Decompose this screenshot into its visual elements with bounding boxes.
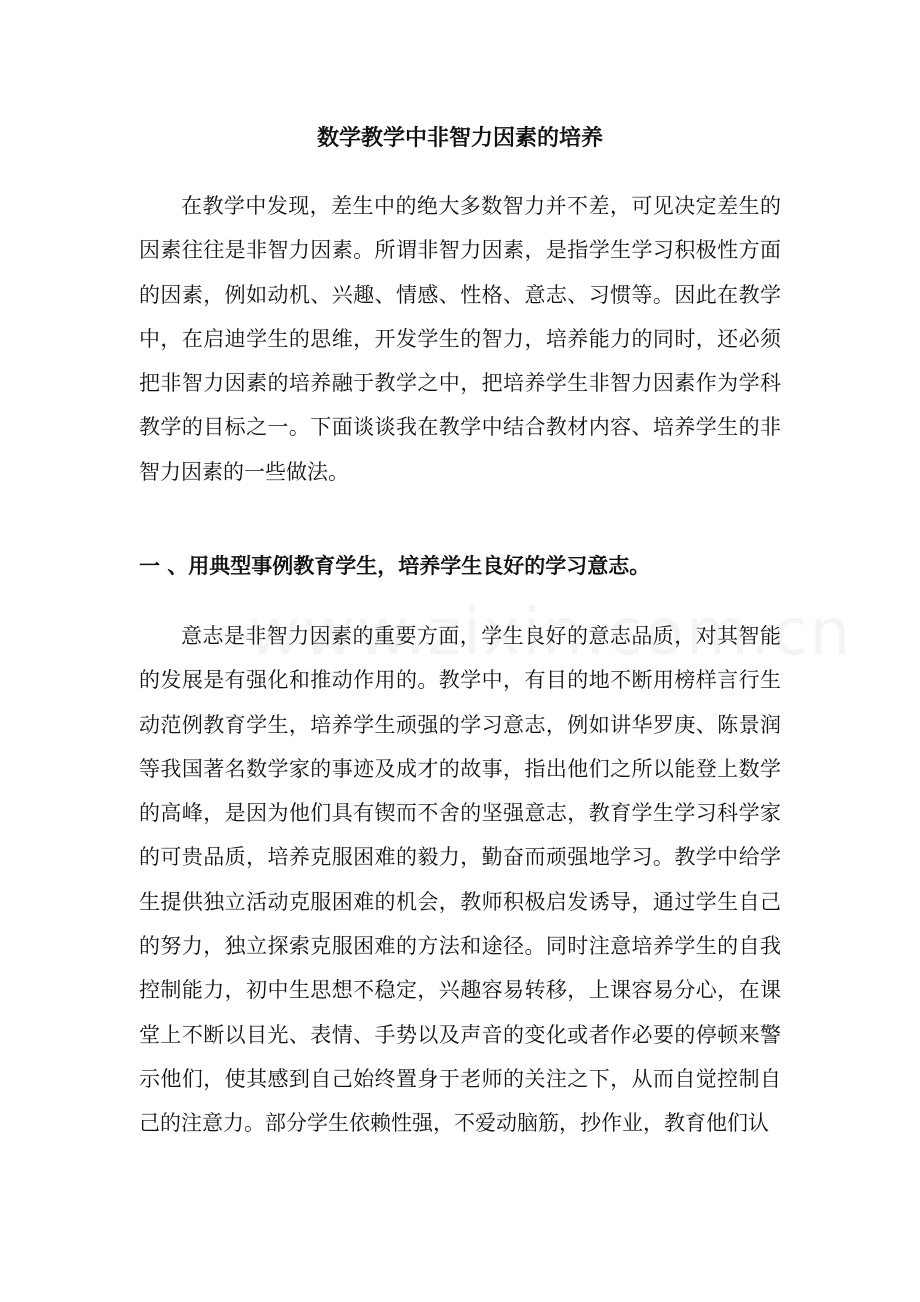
section-heading: 一 、用典型事例教育学生，培养学生良好的学习意志。: [139, 553, 651, 578]
intro-paragraph: 在教学中发现，差生中的绝大多数智力并不差，可见决定差生的因素往往是非智力因素。所谓非智力因素，是指学生学习积极性方面的因素，例如动机、兴趣、情感、性格、意志、习惯等。因此在教学中，在启迪学生的思维，开发学生的智力，培养能力的同时，还必须把非智力因素的培养融于教学之中，把培养学生非智力因素作为学科教学的目标之一。下面谈谈我在教学中结合教材内容、培养学生的非智力因素的一些做法。: [139, 194, 781, 484]
document-title: 数学教学中非智力因素的培养: [316, 125, 603, 151]
section-paragraph: 意志是非智力因素的重要方面，学生良好的意志品质，对其智能的发展是有强化和推动作用的。教学中，有目的地不断用榜样言行生动范例教育学生，培养学生顽强的学习意志，例如讲华罗庚、陈景润等我国著名数学家的事迹及成才的故事，指出他们之所以能登上数学的高峰，是因为他们具有锲而不舍的坚强意志，教育学生学习科学家的可贵品质，培养克服困难的毅力，勤奋而顽强地学习。教学中给学生提供独立活动克服困难的机会，教师积极启发诱导，通过学生自己的努力，独立探索克服困难的方法和途径。同时注意培养学生的自我控制能力，初中生思想不稳定，兴趣容易转移，上课容易分心，在课堂上不断以目光、表情、手势以及声音的变化或者作必要的停顿来警示他们，使其感到自己始终置身于老师的关注之下，从而自觉控制自己的注意力。部分学生依赖性强，不爱动脑筋，抄作业，教育他们认: [139, 624, 781, 1136]
